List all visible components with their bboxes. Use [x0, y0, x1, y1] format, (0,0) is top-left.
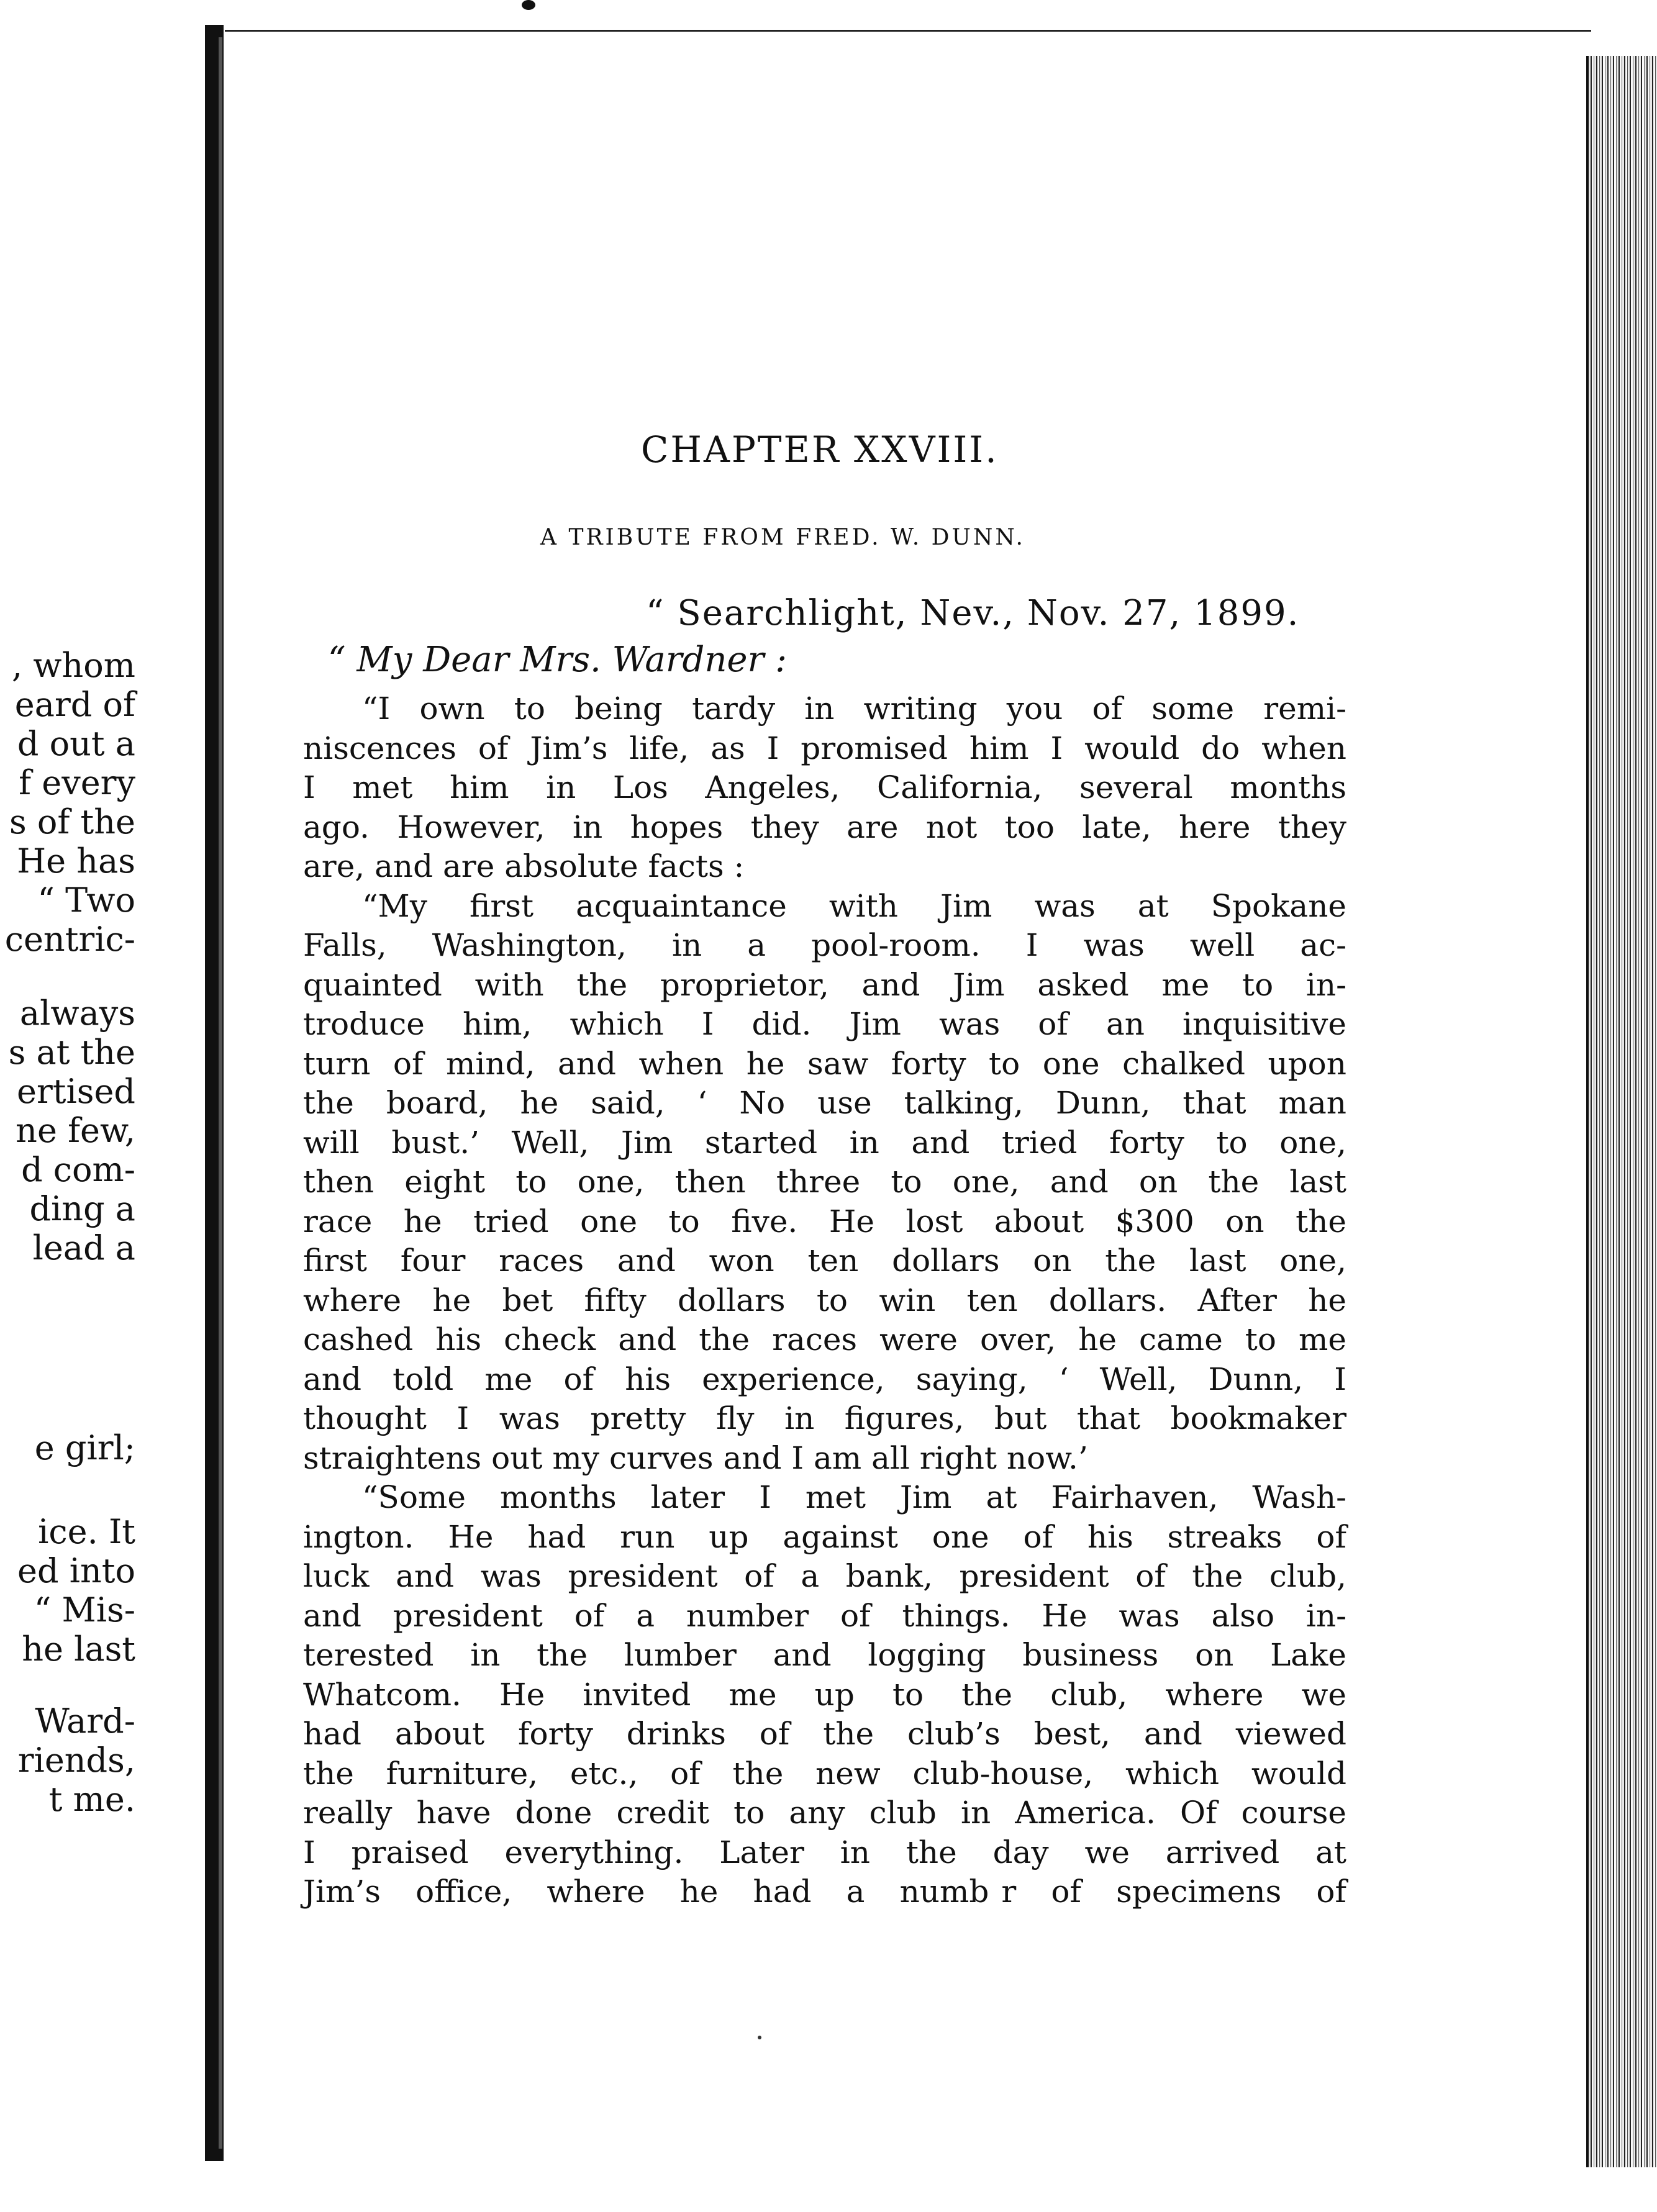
text-line: and president of a number of things. He was also in-	[303, 1597, 1346, 1634]
left-fragment: ed into	[17, 1551, 135, 1590]
text-line: turn of mind, and when he saw forty to one chalked upon	[303, 1045, 1346, 1082]
left-fragment: d com-	[21, 1150, 135, 1189]
left-fragment: lead a	[32, 1228, 135, 1267]
text-line: Whatcom. He invited me up to the club, where we	[303, 1676, 1346, 1713]
text-line: will bust.’ Well, Jim started in and tried forty to one,	[303, 1124, 1346, 1161]
text-line: quainted with the proprietor, and Jim asked me to in-	[303, 966, 1346, 1003]
text-line: Falls, Washington, in a pool-room. I was well ac-	[303, 927, 1346, 963]
gutter-shadow	[219, 37, 222, 2149]
top-margin	[0, 0, 1657, 25]
text-line: first four races and won ten dollars on the last one,	[303, 1243, 1346, 1279]
left-fragment: centric-	[4, 920, 135, 959]
left-fragment: f every	[19, 763, 135, 802]
page-edges	[1586, 56, 1657, 2167]
left-fragment: He has	[17, 841, 135, 881]
text-line: where he bet fifty dollars to win ten dollars. After he	[303, 1282, 1346, 1318]
left-fragment: he last	[22, 1630, 135, 1669]
text-line: niscences of Jim’s life, as I promised him I would do when	[303, 730, 1346, 766]
text-line: the board, he said, ‘ No use talking, Dunn, that man	[303, 1085, 1346, 1121]
left-fragment: ertised	[17, 1072, 135, 1111]
text-line: had about forty drinks of the club’s best, and viewed	[303, 1716, 1346, 1752]
letter-dateline: “ Searchlight, Nev., Nov. 27, 1899.	[646, 593, 1300, 633]
left-fragment: riends,	[17, 1741, 135, 1780]
text-line: I praised everything. Later in the day we arrived at	[303, 1834, 1346, 1870]
text-line: race he tried one to five. He lost about $300 on the	[303, 1203, 1346, 1240]
text-line: “My first acquaintance with Jim was at Spokane	[362, 887, 1346, 924]
text-line: cashed his check and the races were over, he came to me	[303, 1321, 1346, 1358]
text-line: then eight to one, then three to one, and on the last	[303, 1164, 1346, 1200]
text-line: thought I was pretty fly in figures, but that bookmaker	[303, 1400, 1346, 1436]
body-text	[303, 689, 1346, 1912]
left-page	[0, 25, 205, 2161]
ink-spot	[522, 0, 535, 10]
left-fragment: d out a	[17, 724, 135, 763]
text-line: Jim’s office, where he had a numb r of specimens of	[303, 1874, 1346, 1910]
left-fragment: ding a	[29, 1189, 135, 1228]
text-line: are, and are absolute facts :	[303, 848, 745, 884]
left-fragment: , whom	[11, 646, 135, 685]
text-line: luck and was president of a bank, president of the club,	[303, 1558, 1346, 1594]
chapter-title: CHAPTER XXVIII.	[641, 428, 999, 471]
left-fragment: t me.	[48, 1780, 135, 1819]
left-fragment: ice. It	[38, 1512, 135, 1551]
chapter-subtitle: A TRIBUTE FROM FRED. W. DUNN.	[540, 525, 1025, 550]
left-fragment: “ Two	[37, 881, 135, 920]
left-fragment: Ward-	[35, 1702, 135, 1741]
text-line: the furniture, etc., of the new club-house, which would	[303, 1755, 1346, 1792]
left-fragment: “ Mis-	[34, 1590, 135, 1630]
left-fragment: eard of	[14, 685, 135, 724]
text-line: ington. He had run up against one of his streaks of	[303, 1518, 1346, 1555]
text-line: “I own to being tardy in writing you of some remi-	[362, 691, 1346, 727]
text-line: ago. However, in hopes they are not too late, here they	[303, 809, 1346, 845]
left-fragment: ne few,	[16, 1111, 135, 1150]
letter-salutation: “ My Dear Mrs. Wardner :	[328, 640, 787, 680]
print-speck	[758, 2036, 761, 2039]
text-line: “Some months later I met Jim at Fairhaven, Wash-	[362, 1479, 1346, 1515]
text-line: terested in the lumber and logging business on Lake	[303, 1637, 1346, 1673]
left-fragment: s of the	[9, 802, 135, 841]
left-fragment: always	[19, 994, 135, 1033]
left-fragment: e girl;	[34, 1428, 135, 1467]
left-fragment: s at the	[8, 1033, 135, 1072]
text-line: and told me of his experience, saying, ‘ Well, Dunn, I	[303, 1361, 1346, 1397]
text-line: really have done credit to any club in America. Of course	[303, 1795, 1346, 1831]
text-line: troduce him, which I did. Jim was of an inquisitive	[303, 1006, 1346, 1042]
text-line: I met him in Los Angeles, California, several months	[303, 769, 1346, 805]
text-line: straightens out my curves and I am all right now.’	[303, 1439, 1088, 1476]
